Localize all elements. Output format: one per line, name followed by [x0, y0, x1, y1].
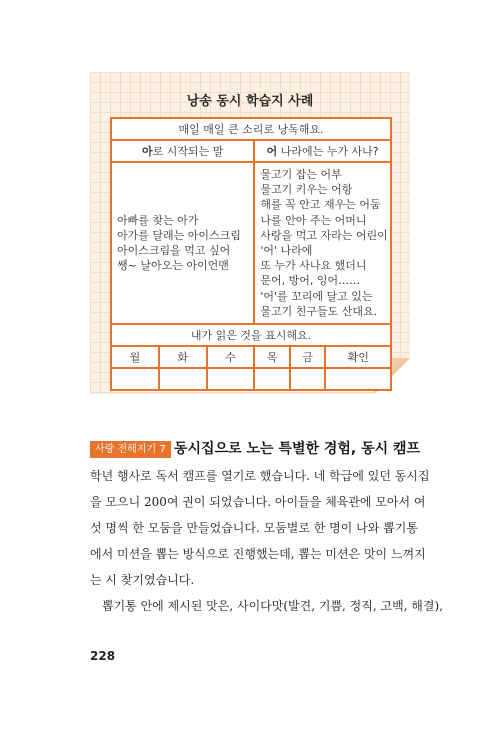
- day-tue: 화: [159, 346, 207, 368]
- left-poem-line: 아이스크림을 먹고 싶어: [117, 244, 231, 258]
- body-text-line: 섯 명씩 한 모둠을 만들었습니다. 모둠별로 한 명이 나와 뽑기통: [90, 521, 418, 535]
- left-poem-cell: [111, 162, 254, 324]
- instruction-cell: 매일 매일 큰 소리로 낭독해요.: [111, 118, 391, 140]
- left-header-rest: 로 시작되는 말: [152, 145, 224, 158]
- day-confirm: 확인: [325, 346, 391, 368]
- right-poem-line: 나를 안아 주는 어머니: [260, 213, 367, 227]
- right-poem-header: [254, 140, 391, 162]
- right-header-rest: 나라에는 누가 사나?: [277, 145, 379, 158]
- left-poem-header: [111, 140, 254, 162]
- section-title: 동시집으로 노는 특별한 경험, 동시 캠프: [174, 441, 421, 457]
- left-header-bold: 아: [141, 145, 153, 158]
- body-text-line: 뽑기통 안에 제시된 맛은, 사이다맛(발견, 기쁨, 정직, 고백, 해결),: [102, 599, 443, 613]
- section-badge: 사랑 전해지기 7: [90, 441, 171, 458]
- body-text-line: 에서 미션을 뽑는 방식으로 진행했는데, 뽑는 미션은 맛이 느껴지: [90, 547, 426, 561]
- right-poem-line: '어' 나라에: [260, 244, 313, 258]
- body-text-line: 학년 행사로 독서 캠프를 열기로 했습니다. 네 학급에 있던 동시집: [90, 469, 430, 483]
- left-poem-line: 쌩~ 날아오는 아이언맨: [117, 259, 229, 273]
- right-poem-line: 물고기 친구들도 산대요.: [260, 304, 378, 318]
- right-poem-line: 문어, 방어, 잉어……: [260, 274, 361, 288]
- right-header-bold: 어: [266, 145, 278, 158]
- left-poem-line: 아가를 달래는 아이스크림: [117, 228, 241, 242]
- day-wed: 수: [207, 346, 255, 368]
- right-poem-line: 사랑을 먹고 자라는 어린이: [260, 228, 388, 242]
- check-cell-wed: [207, 368, 255, 390]
- page-number: 228: [90, 649, 116, 663]
- right-poem-line: 또 누가 사나요 했더니: [260, 259, 367, 273]
- right-poem-line: 해를 꼭 안고 재우는 어둠: [260, 198, 381, 212]
- check-cell-confirm: [325, 368, 391, 390]
- day-thu: 목: [254, 346, 290, 368]
- worksheet-table: [110, 117, 392, 391]
- left-poem-line: 아빠를 찾는 아가: [117, 213, 199, 227]
- right-poem-line: 물고기 잡는 어부: [260, 168, 342, 181]
- footer-instruction-cell: 내가 읽은 것을 표시해요.: [111, 324, 391, 346]
- check-cell-tue: [159, 368, 207, 390]
- day-fri: 금: [290, 346, 326, 368]
- day-mon: 월: [111, 346, 159, 368]
- right-poem-line: '어'를 꼬리에 달고 있는: [260, 289, 373, 303]
- body-text-line: 는 시 찾기였습니다.: [90, 573, 195, 587]
- check-cell-thu: [254, 368, 290, 390]
- worksheet-title: 낭송 동시 학습지 사례: [186, 94, 314, 109]
- body-text-line: 을 모으니 200여 권이 되었습니다. 아이들을 체육관에 모아서 여: [90, 495, 426, 509]
- check-cell-mon: [111, 368, 159, 390]
- check-cell-fri: [290, 368, 326, 390]
- right-poem-line: 물고기 키우는 어항: [260, 183, 353, 197]
- right-poem-cell: [254, 162, 391, 324]
